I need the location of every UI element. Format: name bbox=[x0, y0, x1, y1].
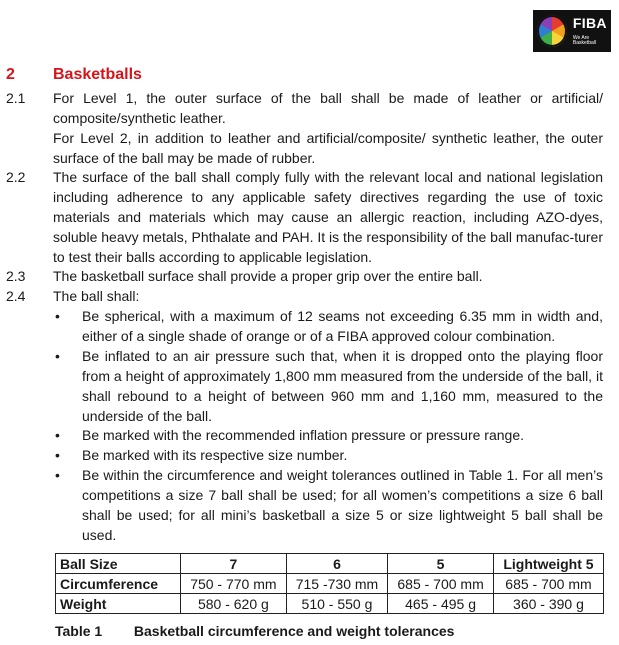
paragraph-number: 2.1 bbox=[6, 90, 26, 106]
table-cell: 750 - 770 mm bbox=[181, 574, 287, 594]
bullet-text: Be marked with its respective size number. bbox=[82, 447, 348, 464]
paragraph-2-4 bbox=[0, 287, 619, 307]
paragraph-text: The basketball surface shall provide a proper grip over the entire ball. bbox=[53, 268, 483, 284]
fiba-logo bbox=[533, 10, 611, 52]
list-item bbox=[0, 347, 619, 427]
paragraph-text: The surface of the ball shall comply fully with the relevant local and national legislation including adherence to any applicable safety directives regarding the use of toxic materials and materials which may cause an allergic reaction, including AZO-dyes, soluble heavy metals, Phthalate and PAH. It is the responsibility of the ball manufac-turer to test their balls according to applicable legislation. bbox=[53, 169, 603, 265]
table-cell: 510 - 550 g bbox=[286, 594, 387, 614]
table-row bbox=[56, 594, 604, 614]
paragraph-text: The ball shall: bbox=[53, 288, 140, 304]
bullet-dot: • bbox=[55, 308, 60, 324]
table-header-cell: 7 bbox=[181, 554, 287, 574]
paragraph-2-1 bbox=[0, 89, 619, 169]
bullet-dot: • bbox=[55, 347, 60, 364]
basketball-globe-icon bbox=[537, 15, 567, 47]
paragraph-2-3 bbox=[0, 267, 619, 287]
caption-text: Basketball circumference and weight tolerances bbox=[133, 623, 455, 639]
list-item bbox=[0, 446, 619, 466]
table-cell: Circumference bbox=[56, 574, 181, 594]
list-item bbox=[0, 426, 619, 446]
table-cell: 465 - 495 g bbox=[388, 594, 494, 614]
table-cell: 360 - 390 g bbox=[493, 594, 603, 614]
section-title: Basketballs bbox=[53, 66, 142, 83]
bullet-text: Be spherical, with a maximum of 12 seams not exceeding 6.35 mm in width and, either of a single shade of orange or of a FIBA approved colour combination. bbox=[82, 308, 603, 344]
section-number: 2 bbox=[6, 66, 15, 83]
bullet-text: Be marked with the recommended inflation pressure or pressure range. bbox=[82, 427, 524, 444]
table-caption bbox=[55, 623, 454, 639]
caption-label: Table 1 bbox=[55, 623, 103, 639]
logo-brand: FIBA bbox=[572, 15, 607, 31]
paragraph-number: 2.3 bbox=[6, 268, 26, 284]
list-item bbox=[0, 466, 619, 546]
paragraph-number: 2.2 bbox=[6, 169, 26, 185]
table-header-cell: Lightweight 5 bbox=[493, 554, 603, 574]
bullet-dot: • bbox=[55, 427, 60, 444]
table-header-cell: 5 bbox=[388, 554, 494, 574]
bullet-dot: • bbox=[55, 447, 60, 464]
table-cell: 715 -730 mm bbox=[286, 574, 387, 594]
bullet-text: Be within the circumference and weight tolerances outlined in Table 1. For all men’s competitions a size 7 ball shall be used; for all women’s competitions a size 6 ball shall be used; for all mini’s basketball a size 5 or size lightweight 5 ball shall be used. bbox=[82, 467, 603, 543]
paragraph-text: For Level 1, the outer surface of the ball shall be made of leather or artificial/ composite/synthetic leather. bbox=[53, 90, 603, 126]
list-item bbox=[0, 307, 619, 347]
table-header-cell: 6 bbox=[286, 554, 387, 574]
paragraph-number: 2.4 bbox=[6, 288, 26, 304]
table-cell: 685 - 700 mm bbox=[388, 574, 494, 594]
paragraph-2-2 bbox=[0, 168, 619, 268]
table-row bbox=[56, 574, 604, 594]
logo-tagline: We Are Basketball bbox=[572, 35, 596, 46]
bullet-list bbox=[0, 307, 619, 546]
table-header-row bbox=[56, 554, 604, 574]
bullet-dot: • bbox=[55, 467, 60, 484]
table-cell: Weight bbox=[56, 594, 181, 614]
paragraph-text: For Level 2, in addition to leather and artificial/composite/ synthetic leather, the outer surface of the ball may be made of rubber. bbox=[53, 129, 603, 166]
table-header-cell: Ball Size bbox=[56, 554, 181, 574]
table-cell: 580 - 620 g bbox=[181, 594, 287, 614]
tolerance-table bbox=[55, 553, 604, 614]
bullet-text: Be inflated to an air pressure such that, when it is dropped onto the playing floor from a height of approximately 1,800 mm measured from the underside of the ball, it shall rebound to a height of between 960 mm and 1,160 mm, measured to the underside of the ball. bbox=[82, 347, 603, 424]
table-cell: 685 - 700 mm bbox=[493, 574, 603, 594]
